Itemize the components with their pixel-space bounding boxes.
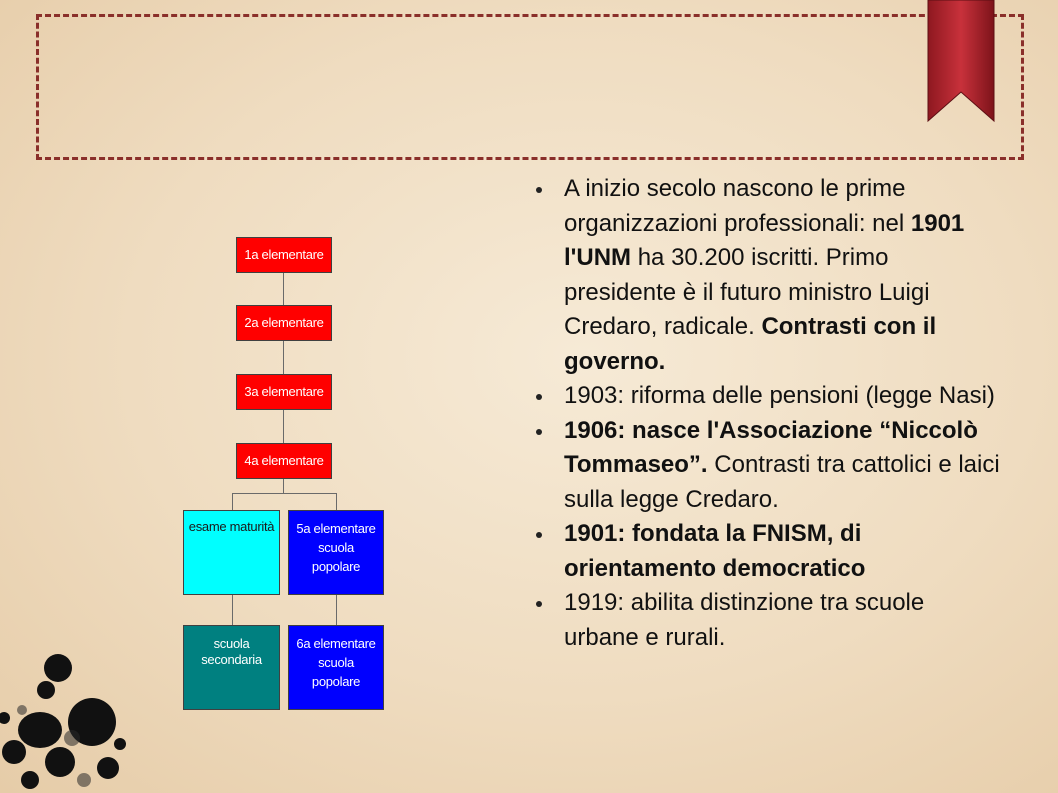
bullet-text: Contrasti tra cattolici e laici sulla legge Credaro. xyxy=(564,451,1000,513)
bullet-item xyxy=(530,172,1000,379)
ink-blots-decoration xyxy=(0,640,150,793)
box-label-line: 6a elementare xyxy=(296,636,376,651)
box-6a-elementare xyxy=(288,625,384,710)
bullet-text-bold: 1901: fondata la FNISM, di orientamento democratico xyxy=(564,520,866,582)
box-esame-maturita xyxy=(183,510,280,595)
box-3a-elementare xyxy=(236,374,332,410)
box-label: esame maturità xyxy=(188,519,275,534)
box-5a-elementare xyxy=(288,510,384,595)
bullet-text-bold: 1906: nasce l'Associazione “Niccolò Tommaseo”. xyxy=(564,416,978,478)
bullet-text-bold: Contrasti con il governo. xyxy=(564,313,937,375)
bullet-text: ha 30.200 iscritti. Primo presidente è il futuro ministro Luigi Credaro, radicale. xyxy=(564,244,930,340)
connector xyxy=(232,493,233,510)
bullet-text: 1919: abilita distinzione tra scuole urbane e rurali. xyxy=(564,589,925,651)
box-1a-elementare xyxy=(236,237,332,273)
bullet-item xyxy=(530,379,1000,414)
bullet-text: 1903: riforma delle pensioni (legge Nasi) xyxy=(564,382,995,409)
box-label-line: scuola xyxy=(318,540,354,555)
box-label: scuola secondaria xyxy=(201,636,262,667)
box-label-line: popolare xyxy=(311,559,361,574)
box-label: 4a elementare xyxy=(244,453,324,468)
bullet-text: A inizio secolo nascono le prime organizzazioni professionali: nel xyxy=(564,175,911,237)
box-label: 3a elementare xyxy=(244,384,324,399)
bullet-item xyxy=(530,517,1000,586)
bullet-list xyxy=(530,172,1000,655)
box-label-line: scuola xyxy=(318,655,354,670)
bullet-item xyxy=(530,414,1000,518)
connector xyxy=(283,410,284,443)
connector xyxy=(283,341,284,374)
box-label-line: 5a elementare xyxy=(296,521,376,536)
box-scuola-secondaria xyxy=(183,625,280,710)
box-label: 1a elementare xyxy=(244,247,324,262)
connector xyxy=(232,493,337,494)
bullet-text-bold: 1901 l'UNM xyxy=(564,209,965,271)
connector xyxy=(336,493,337,510)
box-label-line: popolare xyxy=(311,674,361,689)
connector xyxy=(283,479,284,493)
bullet-item xyxy=(530,586,1000,655)
box-2a-elementare xyxy=(236,305,332,341)
connector xyxy=(283,273,284,305)
connector xyxy=(232,595,233,625)
box-label: 2a elementare xyxy=(244,315,324,330)
connector xyxy=(336,595,337,625)
bookmark-ribbon xyxy=(925,0,997,125)
box-4a-elementare xyxy=(236,443,332,479)
